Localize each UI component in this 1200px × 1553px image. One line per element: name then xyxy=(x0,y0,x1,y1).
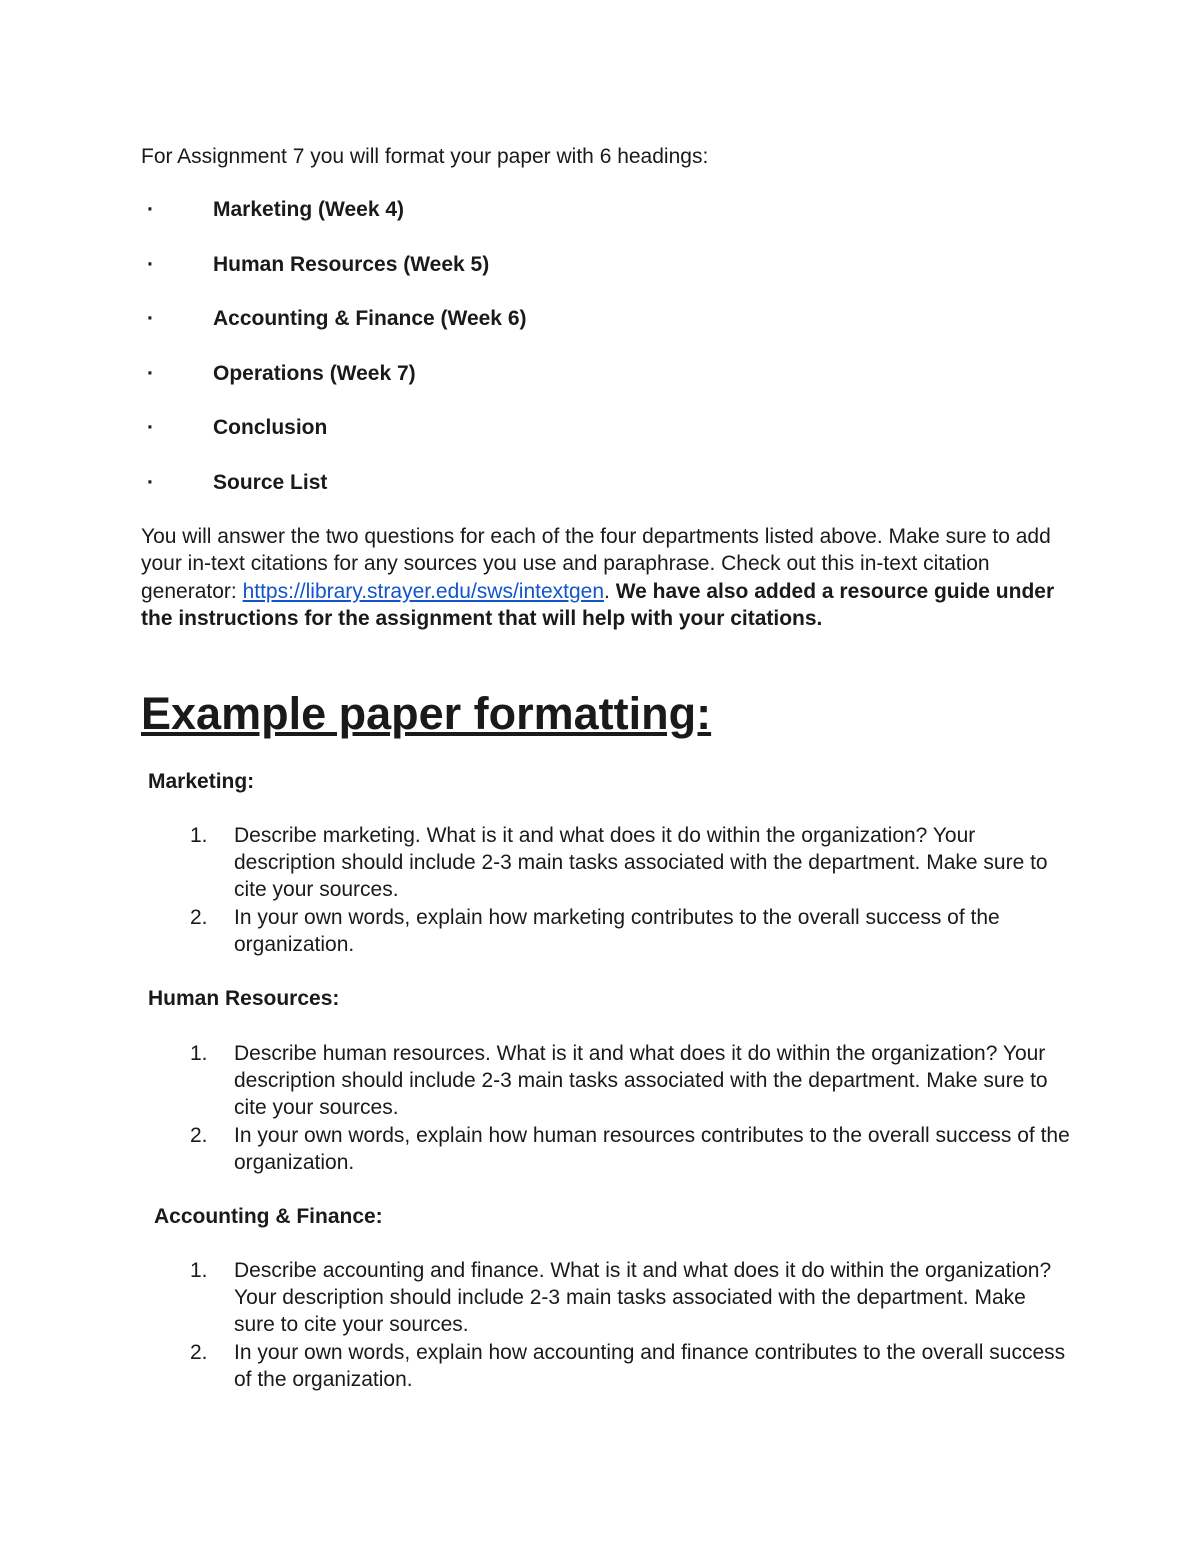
instructions-paragraph xyxy=(141,523,1061,632)
bullet-marker: · xyxy=(147,470,154,494)
section-heading-human-resources: Human Resources: xyxy=(148,987,340,1010)
heading-item-marketing: Marketing (Week 4) xyxy=(213,198,404,221)
question-text: In your own words, explain how marketing contributes to the overall success of the organization. xyxy=(234,905,1000,956)
heading-item-conclusion: Conclusion xyxy=(213,416,328,440)
question-number: 1. xyxy=(190,1042,208,1065)
accounting-finance-questions xyxy=(190,1257,1070,1393)
list-item xyxy=(141,196,527,251)
bullet-marker: · xyxy=(147,307,154,331)
bullet-marker: · xyxy=(147,416,154,440)
question-number: 2. xyxy=(190,1123,208,1147)
list-item xyxy=(141,251,527,306)
list-item xyxy=(190,904,1070,958)
heading-item-operations: Operations (Week 7) xyxy=(213,361,416,385)
question-number: 2. xyxy=(190,1340,208,1364)
marketing-questions xyxy=(190,822,1070,958)
section-heading-accounting-finance: Accounting & Finance: xyxy=(154,1205,383,1228)
section-heading-marketing: Marketing: xyxy=(148,770,255,793)
list-item xyxy=(141,305,527,360)
heading-item-source-list: Source List xyxy=(213,470,328,494)
resource-guide-note: We have also added a resource guide under the instructions for the assignment that will help with your citations. xyxy=(141,579,1055,630)
list-item xyxy=(190,1257,1070,1339)
question-text: Describe accounting and finance. What is it and what does it do within the organization? Your description should include 2-3 main tasks associated with the department. Make sure to cite your sources. xyxy=(234,1259,1052,1337)
question-number: 2. xyxy=(190,905,208,929)
intro-text: For Assignment 7 you will format your paper with 6 headings: xyxy=(141,145,709,168)
human-resources-questions xyxy=(190,1040,1070,1176)
question-text: Describe human resources. What is it and what does it do within the organization? Your description should include 2-3 main tasks associated with the department. Make sure to cite your sources. xyxy=(234,1042,1048,1120)
list-item xyxy=(190,1040,1070,1122)
question-number: 1. xyxy=(190,824,208,847)
headings-list xyxy=(141,196,527,524)
bullet-marker: · xyxy=(147,361,154,385)
question-text: In your own words, explain how accounting and finance contributes to the overall success of the organization. xyxy=(234,1340,1066,1391)
list-item xyxy=(190,822,1070,904)
list-item xyxy=(190,1122,1070,1176)
bullet-marker: · xyxy=(147,198,154,221)
list-item xyxy=(141,469,527,524)
example-title: Example paper formatting: xyxy=(141,688,712,739)
question-text: In your own words, explain how human resources contributes to the overall success of the organization. xyxy=(234,1123,1070,1174)
list-item xyxy=(141,360,527,415)
heading-item-accounting-finance: Accounting & Finance (Week 6) xyxy=(213,307,527,331)
bullet-marker: · xyxy=(147,252,154,276)
link-trailing-text: . xyxy=(604,579,616,603)
question-text: Describe marketing. What is it and what does it do within the organization? Your description should include 2-3 main tasks associated with the department. Make sure to cite your sources. xyxy=(234,824,1048,902)
list-item xyxy=(141,414,527,469)
heading-item-human-resources: Human Resources (Week 5) xyxy=(213,252,490,276)
instructions-text: You will answer the two questions for each of the four departments listed above. Make sure to add your in-text citations for any sources you use and paraphrase. Check out this in-text citation generator: xyxy=(141,525,1051,603)
list-item xyxy=(190,1339,1070,1393)
citation-generator-link[interactable]: https://library.strayer.edu/sws/intextgen xyxy=(242,579,605,603)
question-number: 1. xyxy=(190,1259,208,1282)
